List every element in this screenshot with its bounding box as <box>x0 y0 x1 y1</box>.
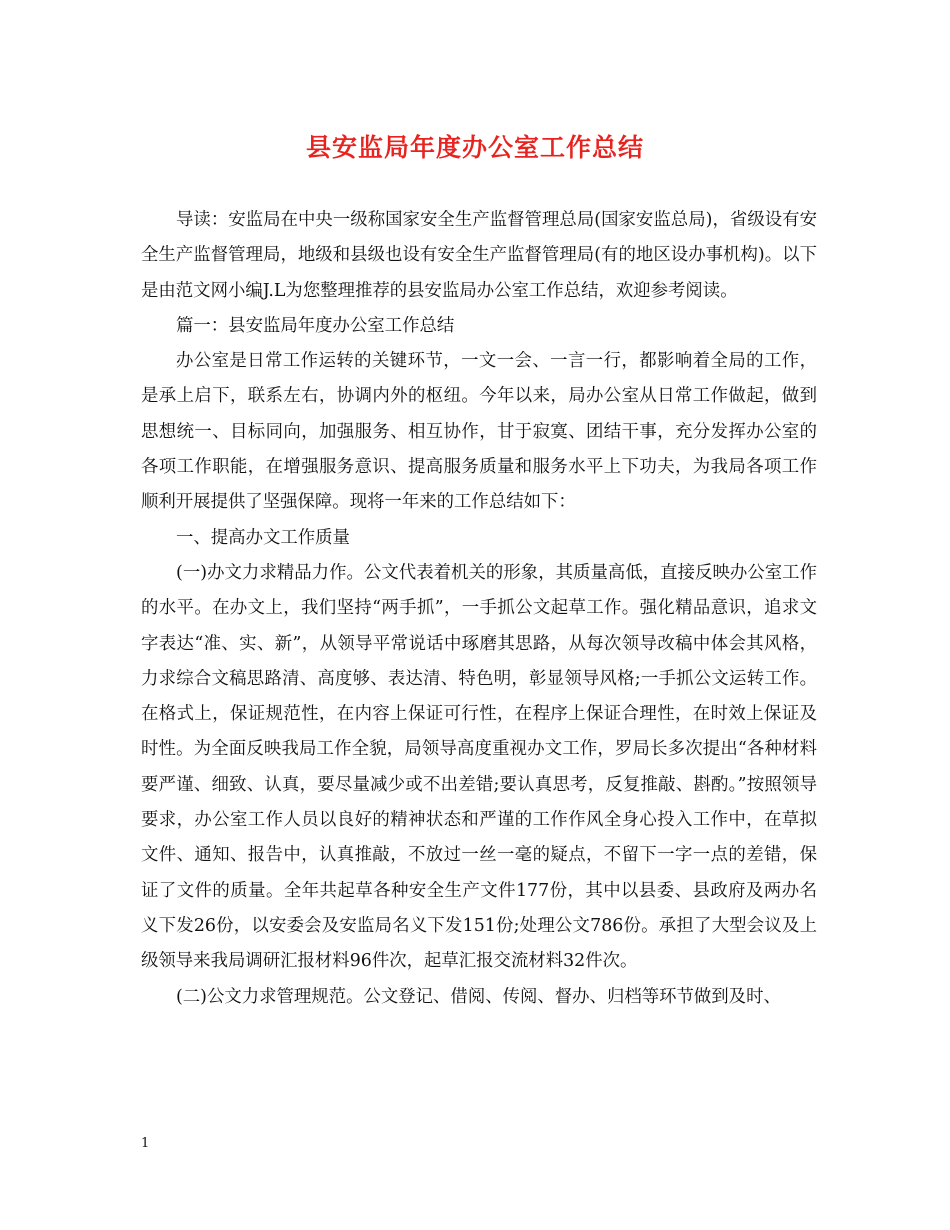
subheading-improve-document-quality: 一、提高办文工作质量 <box>176 527 350 548</box>
document-body <box>141 203 817 1015</box>
body-paragraph: (二)公文力求管理规范。公文登记、借阅、传阅、督办、归档等环节做到及时、 <box>176 986 781 1007</box>
document-title: 县安监局年度办公室工作总结 <box>305 133 644 162</box>
section-heading-part-one: 篇一：县安监局年度办公室工作总结 <box>176 315 455 336</box>
body-paragraph: 办公室是日常工作运转的关键环节，一文一会、一言一行，都影响着全局的工作，是承上启下，联系左右，协调内外的枢纽。今年以来，局办公室从日常工作做起，做到思想统一、目标同向，加强服务、相互协作，甘于寂寞、团结干事，充分发挥办公室的各项工作职能，在增强服务意识、提高服务质量和服务水平上下功夫，为我局各项工作顺利开展提供了坚强保障。现将一年来的工作总结如下： <box>141 351 817 513</box>
body-paragraph: (一)办文力求精品力作。公文代表着机关的形象，其质量高低，直接反映办公室工作的水平。在办文上，我们坚持“两手抓”，一手抓公文起草工作。强化精品意识，追求文字表达“准、实、新”，从领导平常说话中琢磨其思路，从每次领导改稿中体会其风格，力求综合文稿思路清、高度够、表达清、特色明，彰显领导风格;一手抓公文运转工作。在格式上，保证规范性，在内容上保证可行性，在程序上保证合理性，在时效上保证及时性。为全面反映我局工作全貌，局领导高度重视办文工作，罗局长多次提出“各种材料要严谨、细致、认真，要尽量减少或不出差错;要认真思考，反复推敲、斟酌。”按照领导要求，办公室工作人员以良好的精神状态和严谨的工作作风全身心投入工作中，在草拟文件、通知、报告中，认真推敲，不放过一丝一毫的疑点，不留下一字一点的差错，保证了文件的质量。全年共起草各种安全生产文件177份，其中以县委、县政府及两办名义下发26份，以安委会及安监局名义下发151份;处理公文786份。承担了大型会议及上级领导来我局调研汇报材料96件次，起草汇报交流材料32件次。 <box>141 562 817 972</box>
page-number: 1 <box>141 1136 150 1151</box>
intro-paragraph: 导读：安监局在中央一级称国家安全生产监督管理总局(国家安监总局)，省级设有安全生产监督管理局，地级和县级也设有安全生产监督管理局(有的地区设办事机构)。以下是由范文网小编J.L为您整理推荐的县安监局办公室工作总结，欢迎参考阅读。 <box>141 210 817 301</box>
